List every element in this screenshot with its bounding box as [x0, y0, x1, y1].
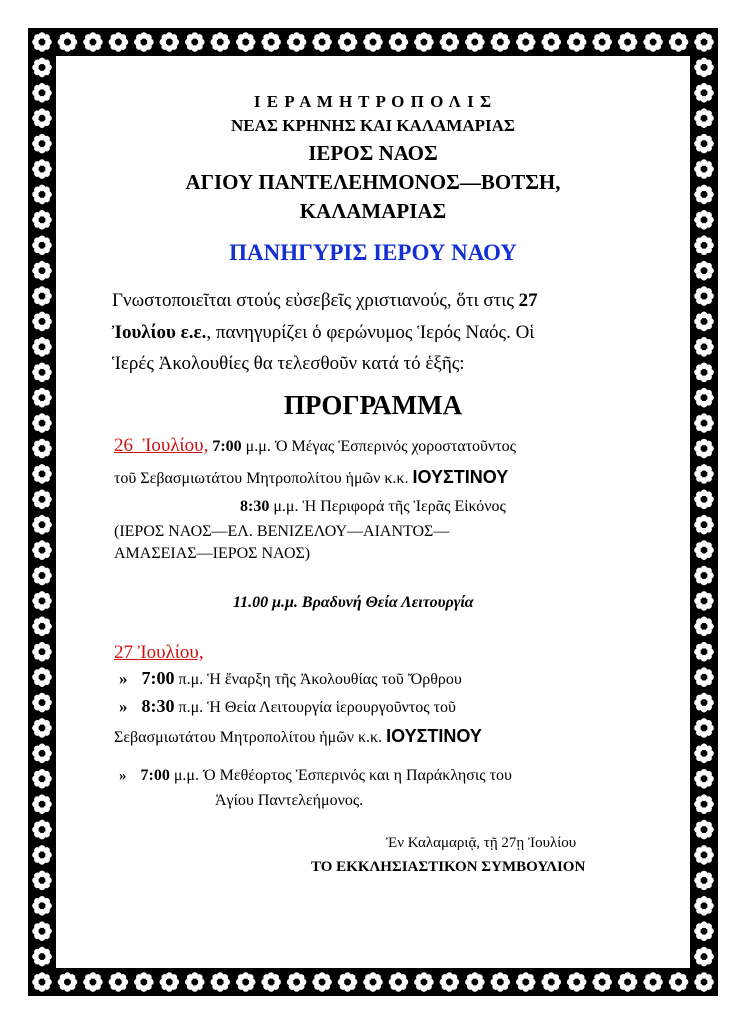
header-church-name: ΑΓΙΟΥ ΠΑΝΤΕΛΕΗΜΟΝΟΣ—ΒΟΤΣΗ,	[185, 170, 561, 194]
border-flower-icon	[338, 32, 358, 52]
border-flower-icon	[491, 972, 511, 992]
border-flower-icon	[210, 32, 230, 52]
border-flower-icon	[694, 794, 714, 814]
header-location: ΚΑΛΑΜΑΡΙΑΣ	[299, 199, 447, 223]
border-flower-icon	[567, 972, 587, 992]
border-flower-icon	[32, 947, 52, 967]
border-flower-icon	[465, 972, 485, 992]
border-flower-icon	[32, 490, 52, 510]
border-flower-icon	[592, 32, 612, 52]
border-flower-icon	[160, 972, 180, 992]
border-flower-icon	[32, 439, 52, 459]
border-flower-icon	[185, 972, 205, 992]
border-flower-icon	[694, 490, 714, 510]
border-flower-icon	[32, 515, 52, 535]
bishop-name: ΙΟΥΣΤΙΝΟΥ	[412, 467, 509, 487]
border-flower-icon	[32, 362, 52, 382]
day26-evening-liturgy: 11.00 μ.μ. Βραδυνή Θεία Λειτουργία	[233, 594, 474, 611]
border-flower-icon	[338, 972, 358, 992]
procession-route-1: (ΙΕΡΟΣ ΝΑΟΣ—ΕΛ. ΒΕΝΙΖΕΛΟΥ—ΑΙΑΝΤΟΣ—	[114, 523, 450, 540]
border-flower-icon	[440, 972, 460, 992]
border-flower-icon	[694, 896, 714, 916]
border-flower-icon	[32, 845, 52, 865]
program-title: ΠΡΟΓΡΑΜΜΑ	[283, 390, 463, 420]
border-flower-icon	[694, 921, 714, 941]
border-flower-icon	[185, 32, 205, 52]
border-flower-icon	[32, 32, 52, 52]
border-flower-icon	[210, 972, 230, 992]
border-flower-icon	[694, 972, 714, 992]
border-flower-icon	[669, 972, 689, 992]
header-diocese: ΝΕΑΣ ΚΡΗΝΗΣ ΚΑΙ ΚΑΛΑΜΑΡΙΑΣ	[231, 116, 515, 135]
border-flower-icon	[694, 820, 714, 840]
border-flower-icon	[694, 642, 714, 662]
border-flower-icon	[694, 718, 714, 738]
border-flower-icon	[414, 32, 434, 52]
border-flower-icon	[32, 972, 52, 992]
border-flower-icon	[134, 32, 154, 52]
border-flower-icon	[643, 972, 663, 992]
border-flower-icon	[694, 845, 714, 865]
border-flower-icon	[694, 337, 714, 357]
border-flower-icon	[389, 972, 409, 992]
border-flower-icon	[465, 32, 485, 52]
border-flower-icon	[312, 972, 332, 992]
border-flower-icon	[58, 32, 78, 52]
day27-entry-1: » 7:00 π.μ. Ἡ ἔναρξη τῆς Ἀκολουθίας τοῦ Ὄρθρου	[119, 668, 462, 688]
header-church: ΙΕΡΟΣ ΝΑΟΣ	[308, 141, 438, 165]
border-flower-icon	[389, 32, 409, 52]
border-flower-icon	[694, 464, 714, 484]
border-flower-icon	[694, 312, 714, 332]
border-flower-icon	[694, 769, 714, 789]
day26-date: 26 Ἰουλίου,	[114, 435, 209, 456]
border-flower-icon	[261, 972, 281, 992]
border-flower-icon	[414, 972, 434, 992]
border-flower-icon	[694, 286, 714, 306]
day27-entry-2: » 8:30 π.μ. Ἡ Θεία Λειτουργία ἱερουργοῦντος τοῦ	[119, 696, 456, 716]
day26-line-3: 8:30 μ.μ. Ἡ Περιφορά τῆς Ἱερᾶς Εἰκόνος	[240, 498, 506, 515]
border-flower-icon	[32, 921, 52, 941]
border-flower-icon	[32, 312, 52, 332]
border-flower-icon	[58, 972, 78, 992]
header-metropolis: Ι Ε Ρ Α Μ Η Τ Ρ Ο Π Ο Λ Ι Σ	[253, 92, 493, 111]
border-flower-icon	[236, 972, 256, 992]
border-flower-icon	[694, 362, 714, 382]
border-flower-icon	[32, 642, 52, 662]
border-flower-icon	[32, 540, 52, 560]
border-flower-icon	[287, 32, 307, 52]
border-flower-icon	[516, 972, 536, 992]
day27-entry-3-cont: Ἁγίου Παντελεήμονος.	[215, 792, 364, 809]
border-flower-icon	[109, 972, 129, 992]
border-flower-icon	[516, 32, 536, 52]
border-flower-icon	[287, 972, 307, 992]
border-flower-icon	[160, 32, 180, 52]
border-flower-icon	[694, 540, 714, 560]
border-flower-icon	[32, 744, 52, 764]
border-flower-icon	[32, 464, 52, 484]
procession-route-2: ΑΜΑΣΕΙΑΣ—ΙΕΡΟΣ ΝΑΟΣ)	[114, 545, 311, 562]
border-flower-icon	[491, 32, 511, 52]
border-flower-icon	[618, 32, 638, 52]
day27-entry-3: » 7:00 μ.μ. Ὁ Μεθέορτος Ἑσπερινός και η Παράκλησις του	[119, 767, 512, 784]
border-flower-icon	[440, 32, 460, 52]
border-flower-icon	[32, 286, 52, 306]
border-flower-icon	[32, 820, 52, 840]
border-flower-icon	[32, 566, 52, 586]
border-flower-icon	[261, 32, 281, 52]
border-flower-icon	[32, 591, 52, 611]
intro-line-1: Γνωστοποιεῖται στούς εὐσεβεῖς χριστιανούς, ὅτι στις 27	[112, 290, 538, 311]
border-flower-icon	[618, 972, 638, 992]
border-flower-icon	[541, 32, 561, 52]
day27-entry-2-cont: Σεβασμιωτάτου Μητροπολίτου ἡμῶν κ.κ. ΙΟΥΣΤΙΝΟΥ	[114, 726, 482, 746]
border-flower-icon	[32, 769, 52, 789]
border-flower-icon	[694, 32, 714, 52]
border-flower-icon	[567, 32, 587, 52]
intro-line-2: Ἰουλίου ε.ε., πανηγυρίζει ὁ φερώνυμος Ἱερός Ναός. Οἱ	[112, 322, 535, 343]
border-flower-icon	[541, 972, 561, 992]
border-flower-icon	[669, 32, 689, 52]
border-flower-icon	[32, 617, 52, 637]
border-flower-icon	[134, 972, 154, 992]
border-flower-icon	[694, 744, 714, 764]
border-flower-icon	[32, 667, 52, 687]
border-flower-icon	[236, 32, 256, 52]
border-flower-icon	[363, 32, 383, 52]
bishop-name-2: ΙΟΥΣΤΙΝΟΥ	[386, 726, 482, 746]
border-flower-icon	[694, 439, 714, 459]
border-flower-icon	[592, 972, 612, 992]
border-flower-icon	[109, 32, 129, 52]
border-flower-icon	[32, 693, 52, 713]
day26-line-1: 26 Ἰουλίου, 7:00 μ.μ. Ὁ Μέγας Ἑσπερινός χοροστατοῦντος	[114, 435, 516, 456]
page-title: ΠΑΝΗΓΥΡΙΣ ΙΕΡΟΥ ΝΑΟΥ	[229, 240, 517, 265]
border-flower-icon	[32, 896, 52, 916]
border-flower-icon	[694, 617, 714, 637]
border-flower-icon	[32, 718, 52, 738]
border-flower-icon	[32, 58, 52, 78]
signature-council: ΤΟ ΕΚΚΛΗΣΙΑΣΤΙΚΟΝ ΣΥΜΒΟΥΛΙΟΝ	[311, 859, 586, 875]
border-flower-icon	[694, 947, 714, 967]
border-flower-icon	[363, 972, 383, 992]
intro-line-3: Ἱερές Ἀκολουθίες θα τελεσθοῦν κατά τό ἑξῆς:	[112, 353, 465, 374]
border-flower-icon	[83, 972, 103, 992]
border-flower-icon	[694, 667, 714, 687]
day27-date: 27 Ἰουλίου,	[114, 642, 204, 663]
border-flower-icon	[83, 32, 103, 52]
border-flower-icon	[694, 58, 714, 78]
border-flower-icon	[32, 337, 52, 357]
border-flower-icon	[312, 32, 332, 52]
day26-line-2: τοῦ Σεβασμιωτάτου Μητροπολίτου ἡμῶν κ.κ. ΙΟΥΣΤΙΝΟΥ	[114, 467, 509, 487]
signature-place-date: Ἐν Καλαμαριᾷ, τῇ 27ῃ Ἰουλίου	[386, 835, 577, 851]
border-flower-icon	[694, 591, 714, 611]
border-flower-icon	[694, 693, 714, 713]
border-flower-icon	[694, 871, 714, 891]
border-flower-icon	[32, 794, 52, 814]
border-flower-icon	[643, 32, 663, 52]
border-flower-icon	[694, 515, 714, 535]
border-flower-icon	[694, 566, 714, 586]
border-flower-icon	[32, 871, 52, 891]
